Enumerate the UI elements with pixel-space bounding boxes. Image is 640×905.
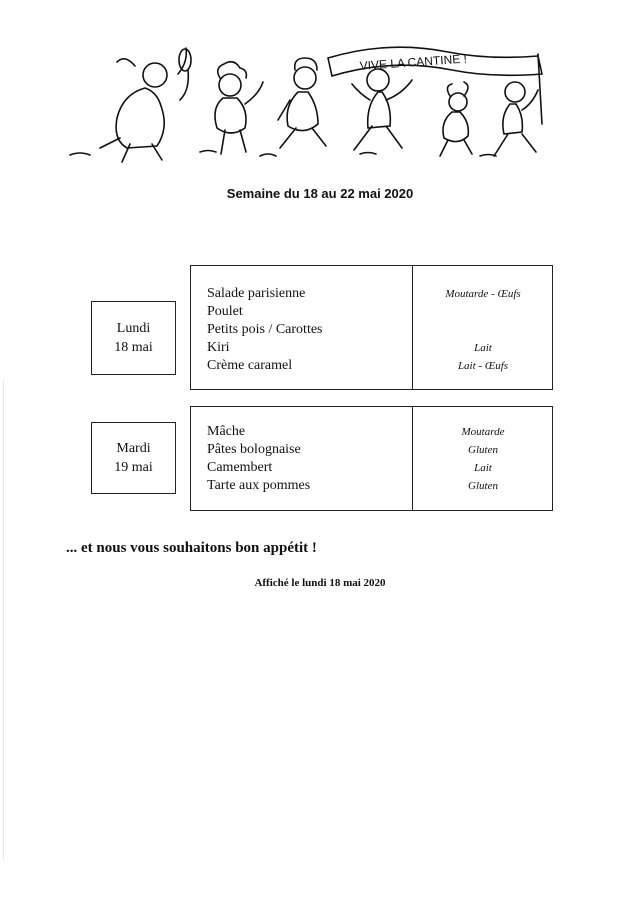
allergen-list (413, 285, 553, 375)
dish-list (207, 285, 323, 375)
allergen-item (413, 303, 553, 321)
dish-item: Kiri (207, 340, 230, 355)
allergen-list (413, 423, 553, 495)
menu-box-tuesday (190, 406, 553, 511)
allergen-item: Lait (474, 342, 492, 354)
day-date: 18 mai (114, 340, 153, 355)
week-title: Semaine du 18 au 22 mai 2020 (226, 186, 414, 201)
allergen-item: Gluten (468, 480, 498, 492)
dish-item: Tarte aux pommes (207, 478, 311, 493)
day-date: 19 mai (114, 460, 153, 475)
dish-item: Pâtes bolognaise (207, 442, 301, 457)
posted-date: Affiché le lundi 18 mai 2020 (254, 577, 386, 589)
banner-sign-text: VIVE LA CANTINE ! (359, 51, 468, 73)
children-parade-icon (60, 40, 580, 180)
closing-message: ... et nous vous souhaitons bon appétit ! (66, 540, 317, 556)
allergen-item: Moutarde - Œufs (445, 288, 521, 300)
dish-item: Crème caramel (207, 358, 293, 373)
day-box-monday (91, 301, 176, 375)
allergen-item: Gluten (468, 444, 498, 456)
dish-item: Mâche (207, 424, 246, 439)
dish-item: Salade parisienne (207, 286, 306, 301)
dish-item: Petits pois / Carottes (207, 322, 323, 337)
allergen-item (413, 321, 553, 339)
allergen-item: Moutarde (461, 426, 505, 438)
scan-margin-line (3, 380, 4, 860)
day-box-tuesday (91, 422, 176, 494)
day-name: Lundi (116, 321, 151, 336)
dish-item: Poulet (207, 304, 243, 319)
allergen-item: Lait - Œufs (457, 360, 509, 372)
menu-box-monday (190, 265, 553, 390)
dish-item: Camembert (207, 460, 273, 475)
allergen-item: Lait (474, 462, 492, 474)
day-name: Mardi (116, 441, 151, 456)
dish-list (207, 423, 310, 495)
